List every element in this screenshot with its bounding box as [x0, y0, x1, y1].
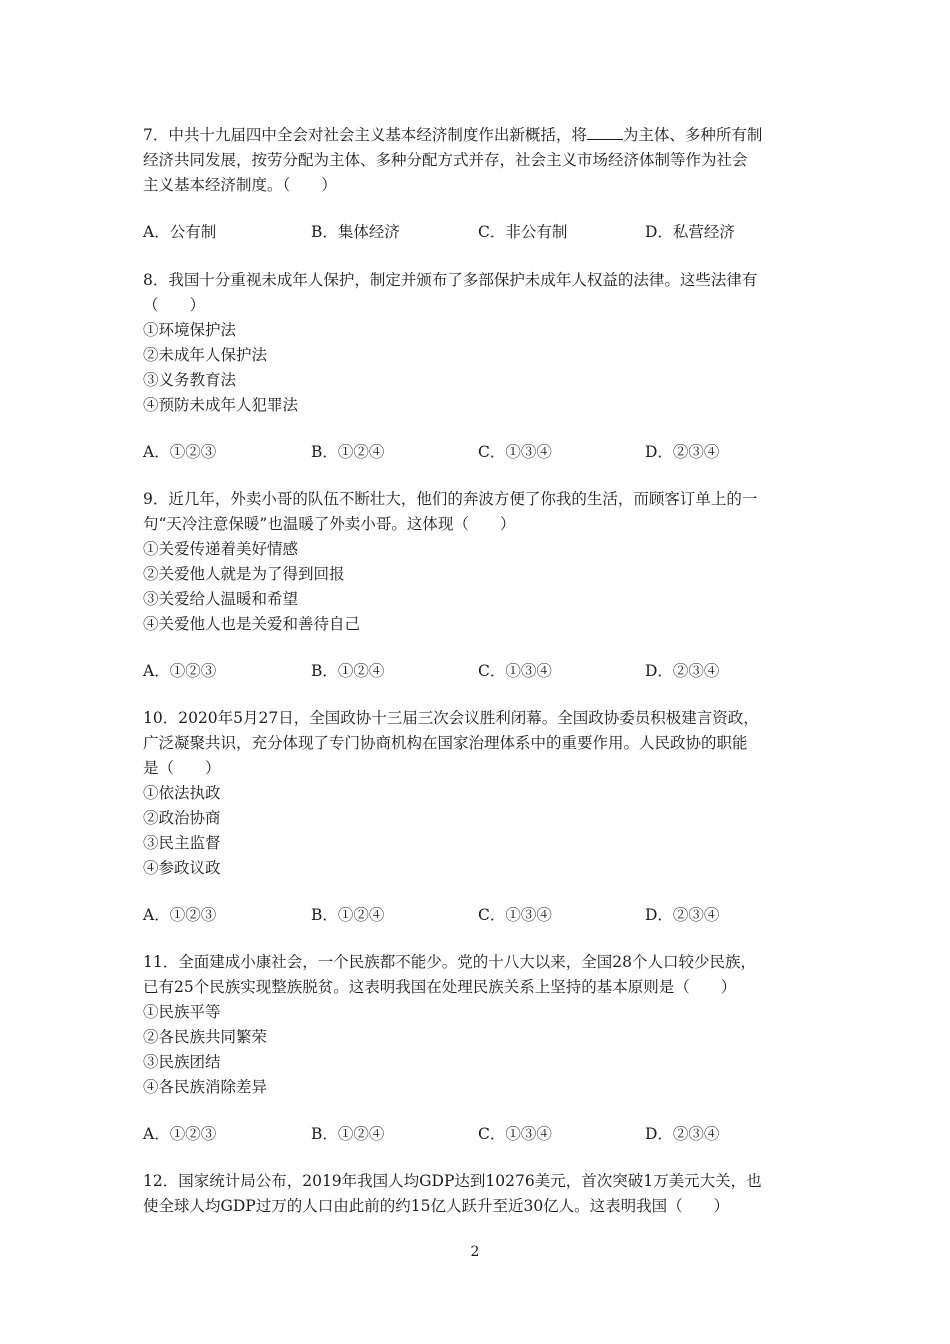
- question-9-options: [143, 659, 813, 684]
- option-a: A．①②③: [143, 1125, 217, 1143]
- statement-item: ①环境保护法: [143, 321, 237, 339]
- statement-item: ④关爱他人也是关爱和善待自己: [143, 615, 361, 633]
- question-7-line-3: 主义基本经济制度。（ ）: [143, 176, 337, 194]
- option-c: C．①③④: [478, 443, 552, 461]
- option-b: B．①②④: [311, 443, 385, 461]
- question-7-line-2: 经济共同发展，按劳分配为主体、多种分配方式并存，社会主义市场经济体制等作为社会: [143, 151, 748, 169]
- question-8-options: [143, 440, 813, 465]
- statement-item: ①关爱传递着美好情感: [143, 540, 299, 558]
- option-d: D．②③④: [645, 1125, 720, 1143]
- question-7: [143, 123, 813, 198]
- fill-in-blank: [587, 125, 623, 140]
- question-9-line-1: 9．近几年，外卖小哥的队伍不断壮大，他们的奔波方便了你我的生活，而顾客订单上的一: [143, 490, 758, 508]
- question-10-line-1: 10．2020年5月27日，全国政协十三届三次会议胜利闭幕。全国政协委员积极建言资政，: [143, 709, 759, 727]
- statement-item: ④参政议政: [143, 859, 221, 877]
- question-7-line-1: 7．中共十九届四中全会对社会主义基本经济制度作出新概括，将 为主体、多种所有制: [143, 126, 763, 144]
- statement-item: ④预防未成年人犯罪法: [143, 396, 299, 414]
- question-9-line-2: 句“天冷注意保暖”也温暖了外卖小哥。这体现（ ）: [143, 515, 516, 533]
- statement-item: ②各民族共同繁荣: [143, 1028, 268, 1046]
- option-d: D．②③④: [645, 662, 720, 680]
- question-10-line-2: 广泛凝聚共识，充分体现了专门协商机构在国家治理体系中的重要作用。人民政协的职能: [143, 734, 748, 752]
- statement-item: ①民族平等: [143, 1003, 221, 1021]
- question-12-line-2: 使全球人均GDP过万的人口由此前的约15亿人跃升至近30亿人。这表明我国（ ）: [143, 1197, 730, 1215]
- option-c: C．①③④: [478, 906, 552, 924]
- option-a: A．①②③: [143, 443, 217, 461]
- option-b: B．①②④: [311, 662, 385, 680]
- question-10-options: [143, 903, 813, 928]
- question-10-line-3: 是（ ）: [143, 759, 221, 777]
- option-b: B．①②④: [311, 906, 385, 924]
- question-11-line-1: 11．全面建成小康社会，一个民族都不能少。党的十八大以来，全国28个人口较少民族，: [143, 953, 756, 971]
- option-c: C．①③④: [478, 1125, 552, 1143]
- question-11-options: [143, 1122, 813, 1147]
- option-a: A．①②③: [143, 662, 217, 680]
- question-11: [143, 950, 813, 1100]
- option-d: D．私营经济: [645, 223, 735, 241]
- statement-item: ③关爱给人温暖和希望: [143, 590, 299, 608]
- question-7-options: [143, 220, 813, 245]
- question-8: [143, 268, 813, 418]
- statement-item: ③义务教育法: [143, 371, 237, 389]
- statement-item: ②关爱他人就是为了得到回报: [143, 565, 345, 583]
- option-a: A．公有制: [143, 223, 217, 241]
- option-b: B．集体经济: [311, 223, 400, 241]
- question-12-line-1: 12．国家统计局公布，2019年我国人均GDP达到10276美元，首次突破1万美元大关，也: [143, 1172, 762, 1190]
- question-9: [143, 487, 813, 637]
- statement-item: ②未成年人保护法: [143, 346, 268, 364]
- statement-item: ③民族团结: [143, 1053, 221, 1071]
- question-8-line-2: （ ）: [143, 296, 206, 314]
- option-c: C．①③④: [478, 662, 552, 680]
- option-a: A．①②③: [143, 906, 217, 924]
- option-b: B．①②④: [311, 1125, 385, 1143]
- option-c: C．非公有制: [478, 223, 568, 241]
- page-number: 2: [470, 1244, 480, 1260]
- question-10: [143, 706, 813, 881]
- statement-item: ③民主监督: [143, 834, 221, 852]
- statement-item: ②政治协商: [143, 809, 221, 827]
- option-d: D．②③④: [645, 443, 720, 461]
- question-11-line-2: 已有25个民族实现整族脱贫。这表明我国在处理民族关系上坚持的基本原则是（ ）: [143, 978, 737, 996]
- question-12: [143, 1169, 813, 1219]
- statement-item: ①依法执政: [143, 784, 221, 802]
- option-d: D．②③④: [645, 906, 720, 924]
- question-8-line-1: 8．我国十分重视未成年人保护，制定并颁布了多部保护未成年人权益的法律。这些法律有: [143, 271, 758, 289]
- statement-item: ④各民族消除差异: [143, 1078, 268, 1096]
